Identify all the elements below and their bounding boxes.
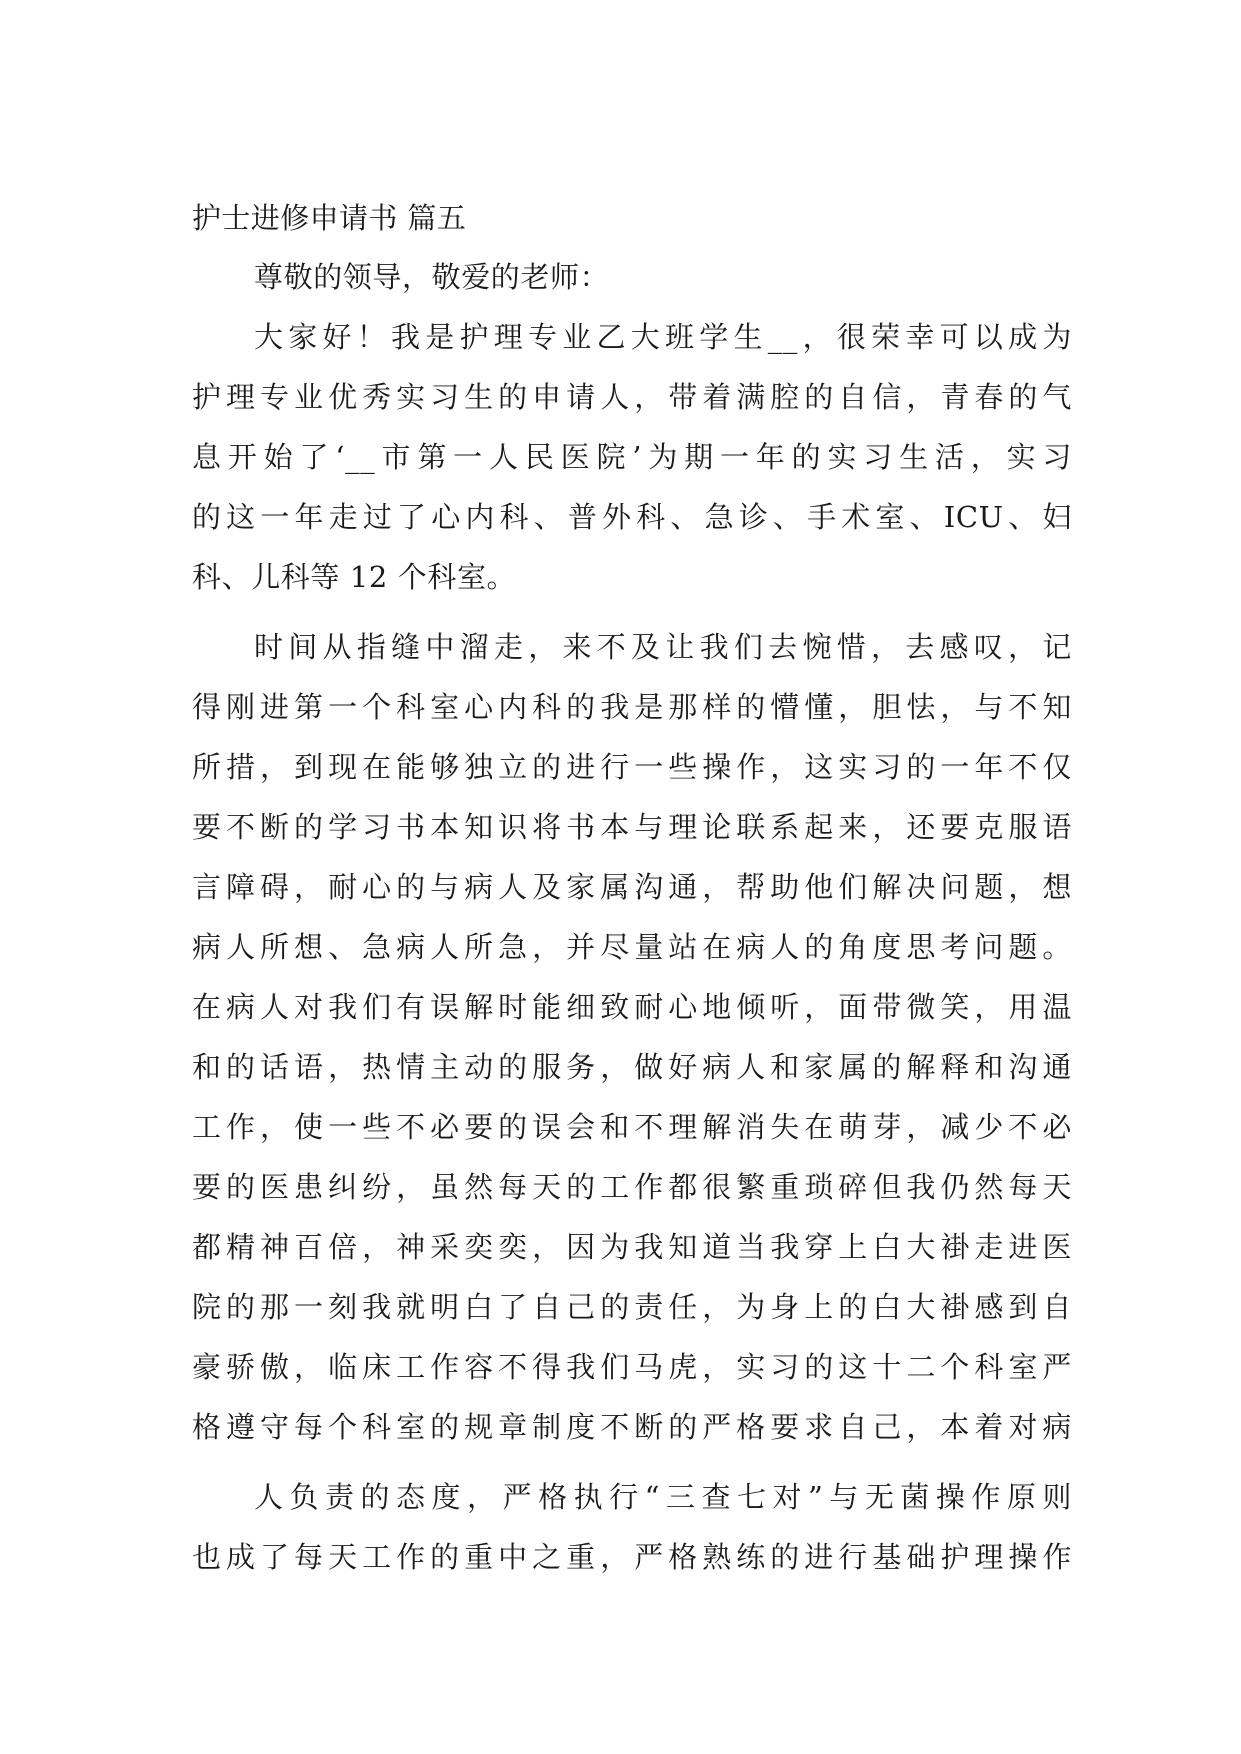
body-line: 科、儿科等 12 个科室。 [192, 560, 517, 594]
body-line: 都精神百倍，神采奕奕，因为我知道当我穿上白大褂走进医 [192, 1230, 1072, 1264]
body-line: 息开始了‘__市第一人民医院’为期一年的实习生活，实习 [192, 440, 1072, 474]
body-line: 工作，使一些不必要的误会和不理解消失在萌芽，减少不必 [192, 1110, 1072, 1144]
body-line: 护理专业优秀实习生的申请人，带着满腔的自信，青春的气 [192, 380, 1072, 414]
body-line: 大家好！我是护理专业乙大班学生__，很荣幸可以成为 [254, 320, 1072, 354]
body-line: 得刚进第一个科室心内科的我是那样的懵懂，胆怯，与不知 [192, 690, 1072, 724]
body-line: 和的话语，热情主动的服务，做好病人和家属的解释和沟通 [192, 1050, 1072, 1084]
body-line: 时间从指缝中溜走，来不及让我们去惋惜，去感叹，记 [254, 630, 1072, 664]
body-line: 的这一年走过了心内科、普外科、急诊、手术室、ICU、妇 [192, 500, 1072, 534]
body-line: 院的那一刻我就明白了自己的责任，为身上的白大褂感到自 [192, 1290, 1072, 1324]
body-line: 要不断的学习书本知识将书本与理论联系起来，还要克服语 [192, 810, 1072, 844]
document-title: 护士进修申请书 篇五 [192, 201, 467, 235]
body-line: 病人所想、急病人所急，并尽量站在病人的角度思考问题。 [192, 930, 1072, 964]
body-line: 所措，到现在能够独立的进行一些操作，这实习的一年不仅 [192, 750, 1072, 784]
body-line: 在病人对我们有误解时能细致耐心地倾听，面带微笑，用温 [192, 990, 1072, 1024]
salutation: 尊敬的领导，敬爱的老师： [254, 260, 610, 294]
body-line: 格遵守每个科室的规章制度不断的严格要求自己，本着对病 [192, 1410, 1072, 1444]
body-line: 言障碍，耐心的与病人及家属沟通，帮助他们解决问题，想 [192, 870, 1072, 904]
body-line: 人负责的态度，严格执行“三查七对”与无菌操作原则 [254, 1480, 1072, 1514]
body-line: 也成了每天工作的重中之重，严格熟练的进行基础护理操作 [192, 1540, 1072, 1574]
body-line: 要的医患纠纷，虽然每天的工作都很繁重琐碎但我仍然每天 [192, 1170, 1072, 1204]
body-line: 豪骄傲，临床工作容不得我们马虎，实习的这十二个科室严 [192, 1350, 1072, 1384]
